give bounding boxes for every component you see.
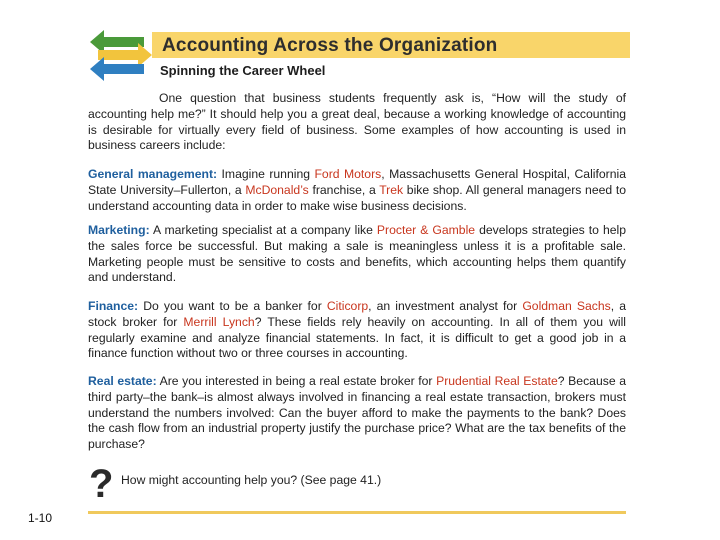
text-segment: , Massachusetts General Hospital, California State University–Fullerton, a (88, 167, 626, 197)
company-name: Merrill Lynch (183, 314, 255, 329)
company-name: Ford Motors (314, 167, 382, 181)
section-finance (88, 299, 626, 362)
text-segment: Are you interested in being a real estate broker for (156, 374, 437, 388)
section-label: Finance: (88, 299, 139, 313)
company-name: Goldman Sachs (522, 299, 611, 313)
page-number: 1-10 (28, 511, 53, 525)
section-label: General management: (88, 167, 218, 181)
intro-paragraph: One question that business students frequently ask is, “How will the study of accounting help me?” It should help you a great deal, because a working knowledge of accounting is desirable for virtually every field of business. Some examples of how accounting is used in business careers include: (88, 91, 626, 153)
text-segment: , a stock broker for (88, 299, 626, 329)
section-real-estate (88, 374, 626, 453)
company-name: Citicorp (326, 299, 369, 313)
question-mark-icon: ? (89, 462, 114, 506)
career-wheel-arrows-icon (90, 30, 152, 82)
text-segment: develops strategies to help the sales force be successful. But making a sale is meaningless unless it is a profitable sale. Marketing people must be sensitive to costs and benefits, which accounting helps them quantify and understand. (88, 223, 626, 285)
section-label: Marketing: (88, 223, 150, 237)
text-segment: franchise, a (308, 182, 380, 197)
section-marketing (88, 223, 626, 286)
company-name: Trek (379, 182, 404, 197)
text-segment: bike shop. All general managers need to understand accounting data in order to make wise business decisions. (88, 182, 626, 213)
review-question: How might accounting help you? (See page 41.) (121, 473, 382, 487)
company-name: McDonald’s (245, 182, 309, 197)
text-segment: ? Because a third party–the bank–is almost always involved in financing a real estate transaction, brokers must understand the numbers involved: Can the buyer afford to make the payments to the bank? Does the cash flow from an industrial property justify the purchase price? What are the tax benefits of the purchase? (88, 374, 626, 452)
bottom-divider (88, 511, 626, 514)
company-name: Procter & Gamble (376, 223, 476, 237)
text-segment: ? These fields rely heavily on accounting. In all of them you will regularly examine and analyze financial statements. In fact, it is difficult to get a good job in a finance function without two or three courses in accounting. (88, 314, 626, 361)
feature-title: Accounting Across the Organization (162, 35, 498, 56)
feature-subtitle: Spinning the Career Wheel (160, 63, 326, 78)
text-segment: A marketing specialist at a company like (149, 223, 377, 237)
company-name: Prudential Real Estate (436, 374, 558, 388)
feature-banner (152, 32, 630, 58)
text-segment: Imagine running (217, 167, 315, 181)
text-segment: , an investment analyst for (368, 299, 523, 313)
section-label: Real estate: (88, 374, 157, 388)
text-segment: Do you want to be a banker for (138, 299, 327, 313)
section-general-management (88, 167, 626, 214)
